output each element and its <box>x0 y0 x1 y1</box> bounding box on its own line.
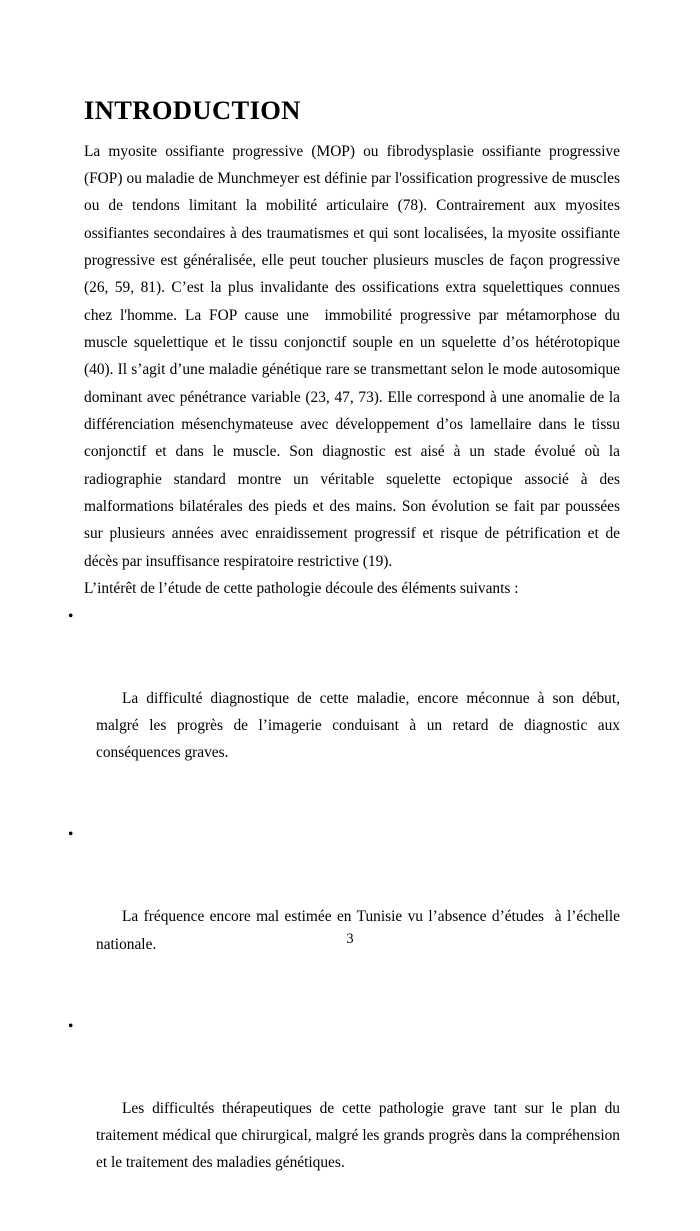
list-item-text: Les difficultés thérapeutiques de cette pathologie grave tant sur le plan du traitement médical que chirurgical, malgré les grands progrès dans la compréhension et le traitement des maladies génétiques. <box>96 1099 624 1172</box>
bullet-point-icon: • <box>68 607 74 625</box>
page-title: INTRODUCTION <box>84 95 301 125</box>
list-intro-paragraph: L’intérêt de l’étude de cette pathologie découle des éléments suivants : <box>84 580 519 598</box>
page-number: 3 <box>346 931 354 947</box>
bullet-list <box>68 603 624 1231</box>
list-item <box>68 821 624 1012</box>
list-item-text: La fréquence encore mal estimée en Tunisie vu l’absence d’études à l’échelle nationale. <box>96 908 624 953</box>
bullet-point-icon: • <box>68 826 74 844</box>
bullet-point-icon: • <box>68 1017 74 1035</box>
page-content <box>68 95 624 1231</box>
list-item-text: La difficulté diagnostique de cette maladie, encore méconnue à son début, malgré les progrès de l’imagerie conduisant à un retard de diagnostic aux conséquences graves. <box>96 689 624 762</box>
list-item <box>68 603 624 822</box>
main-paragraph: La myosite ossifiante progressive (MOP) ou fibrodysplasie ossifiante progressive (FOP) ou maladie de Munchmeyer est définie par l'ossification progressive de muscles ou de tendons limitant la mobilité articulaire (78). Contrairement aux myosites ossifiantes secondaires à des traumatismes et qui sont localisées, la myosite ossifiante progressive est généralisée, elle peut toucher plusieurs muscles de façon progressive (26, 59, 81). C’est la plus invalidante des ossifications extra squelettiques connues chez l'homme. La FOP cause une immobilité progressive par métamorphose du muscle squelettique et le tissu conjonctif souple en un squelette d’os hétérotopique (40). Il s’agit d’une maladie génétique rare se transmettant selon le mode autosomique dominant avec pénétrance variable (23, 47, 73). Elle correspond à une anomalie de la différenciation mésenchymateuse avec développement d’os lamellaire dans le tissu conjonctif et dans le muscle. Son diagnostic est aisé à un stade évolué où la radiographie standard montre un véritable squelette ectopique associé à des malformations bilatérales des pieds et des mains. Son évolution se fait par poussées sur plusieurs années avec enraidissement progressif et risque de pétrification et de décès par insuffisance respiratoire restrictive (19). <box>84 142 624 570</box>
list-item <box>68 1013 624 1231</box>
